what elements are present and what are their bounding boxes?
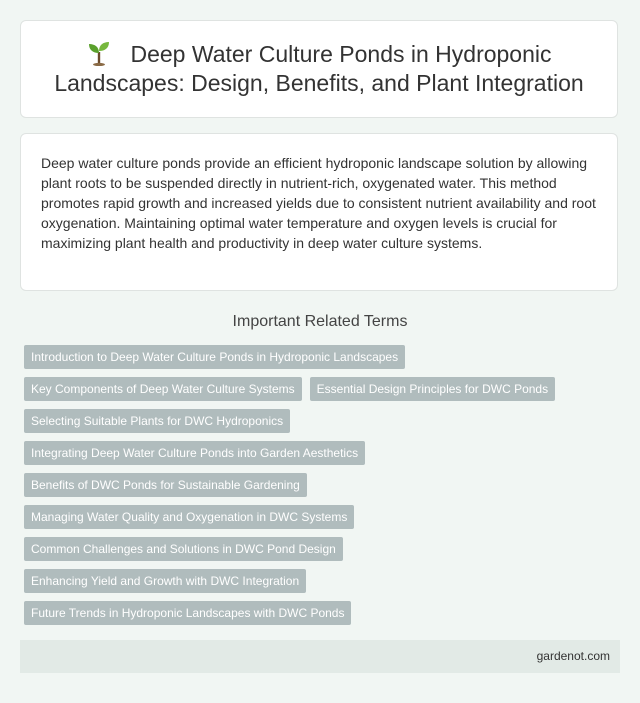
term-tag[interactable]: Managing Water Quality and Oxygenation in DWC Systems xyxy=(24,505,354,529)
term-tag[interactable]: Common Challenges and Solutions in DWC Pond Design xyxy=(24,537,343,561)
related-terms-list xyxy=(24,345,624,633)
term-tag[interactable]: Key Components of Deep Water Culture Systems xyxy=(24,377,302,401)
title-card xyxy=(20,20,618,118)
term-tag[interactable]: Essential Design Principles for DWC Ponds xyxy=(310,377,555,401)
related-terms-heading: Important Related Terms xyxy=(232,313,408,330)
term-row xyxy=(24,409,624,433)
term-row xyxy=(24,569,624,593)
page-title xyxy=(21,40,617,98)
page-title-text: Deep Water Culture Ponds in Hydroponic Landscapes: Design, Benefits, and Plant Integration xyxy=(54,41,584,96)
term-row xyxy=(24,441,624,465)
term-tag[interactable]: Selecting Suitable Plants for DWC Hydroponics xyxy=(24,409,290,433)
term-tag[interactable]: Enhancing Yield and Growth with DWC Integration xyxy=(24,569,306,593)
term-tag[interactable]: Introduction to Deep Water Culture Ponds in Hydroponic Landscapes xyxy=(24,345,405,369)
intro-card xyxy=(20,133,618,291)
footer xyxy=(20,640,620,673)
term-row xyxy=(24,537,624,561)
term-row xyxy=(24,377,624,401)
term-row xyxy=(24,505,624,529)
term-row xyxy=(24,345,624,369)
sprout-icon xyxy=(86,40,112,66)
term-tag[interactable]: Benefits of DWC Ponds for Sustainable Gardening xyxy=(24,473,307,497)
term-tag[interactable]: Future Trends in Hydroponic Landscapes with DWC Ponds xyxy=(24,601,351,625)
term-row xyxy=(24,473,624,497)
footer-site-link[interactable]: gardenot.com xyxy=(536,649,610,663)
term-row xyxy=(24,601,624,625)
term-tag[interactable]: Integrating Deep Water Culture Ponds into Garden Aesthetics xyxy=(24,441,365,465)
intro-paragraph: Deep water culture ponds provide an efficient hydroponic landscape solution by allowing plant roots to be suspended directly in nutrient-rich, oxygenated water. This method promotes rapid growth and increased yields due to consistent nutrient availability and root oxygenation. Maintaining optimal water temperature and oxygen levels is crucial for maximizing plant health and productivity in deep water culture systems. xyxy=(41,155,596,251)
